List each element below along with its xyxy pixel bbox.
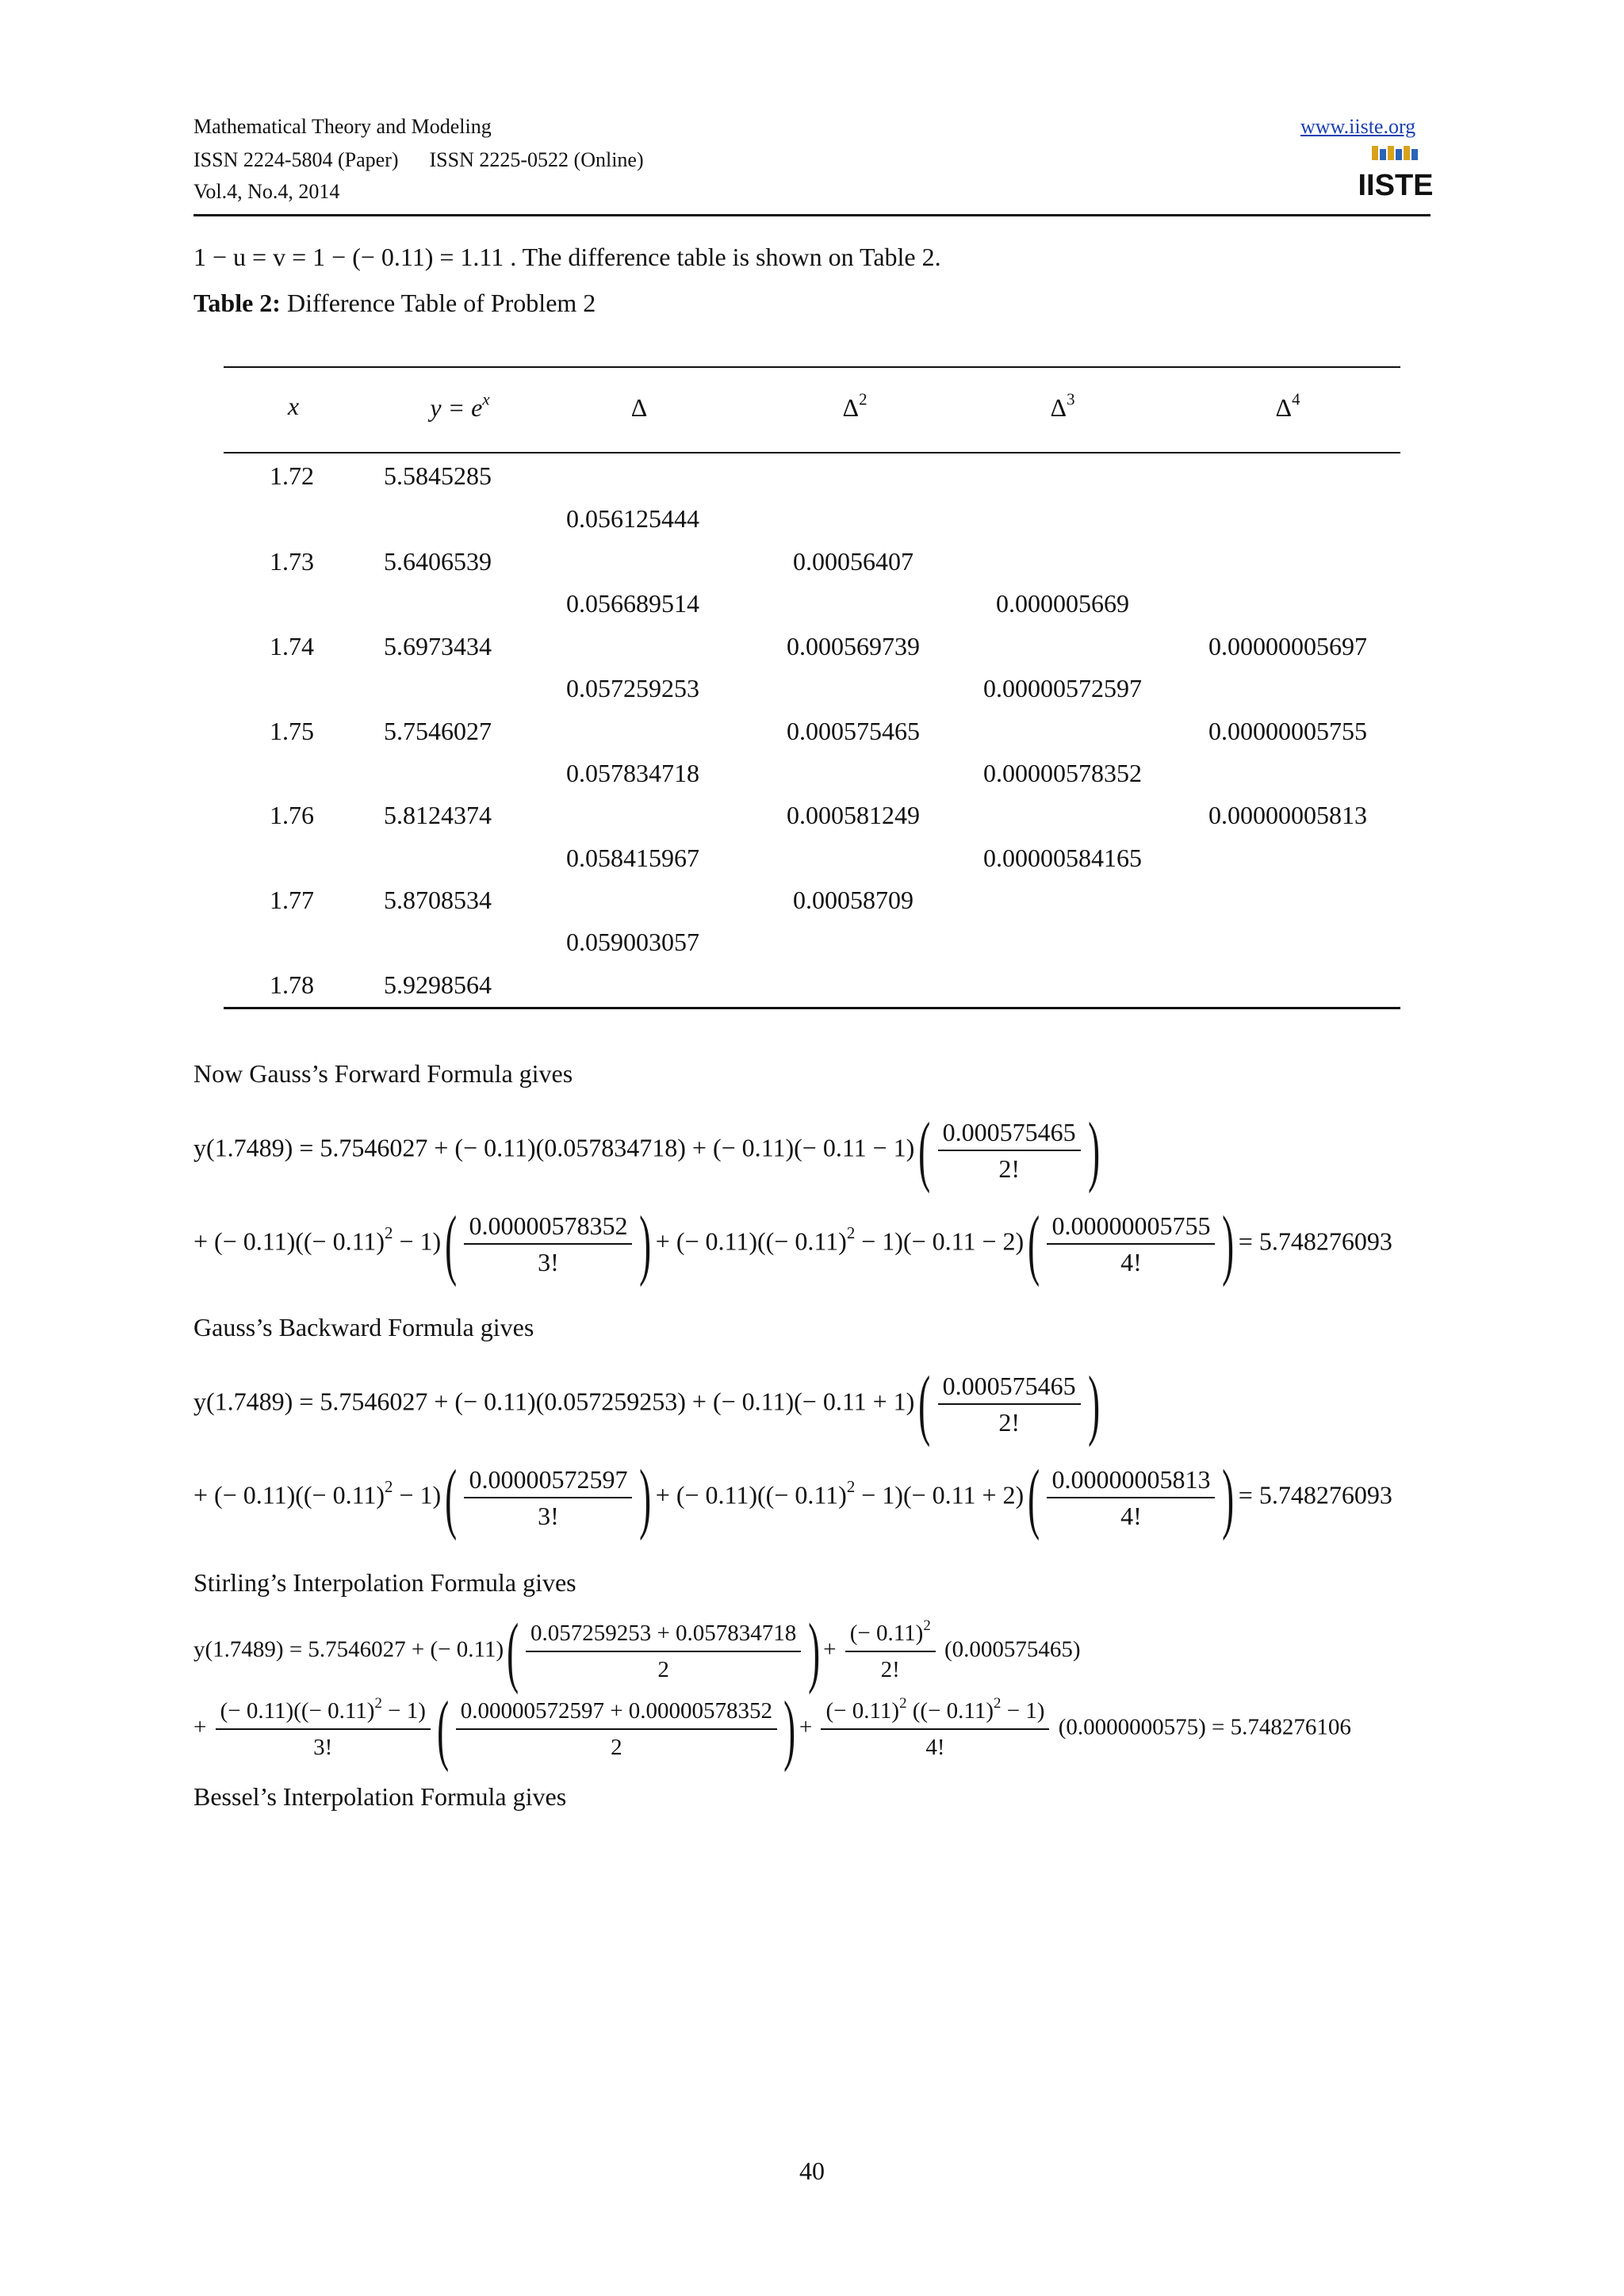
website-link[interactable]: www.iiste.org [1300,115,1416,138]
issn-line: ISSN 2224-5804 (Paper) ISSN 2225-0522 (Online) [193,148,644,171]
delta3-value: 0.000005669 [996,589,1129,618]
delta1-value: 0.057259253 [566,674,699,702]
fraction: $\frac{0.057259253 + 0.057834718}{2}$ [526,1617,801,1686]
svg-text:IISTE: IISTE [1358,169,1434,202]
table-header-rule [224,452,1400,453]
bessel-heading: Bessel’s Interpolation Formula gives [193,1782,567,1811]
delta1-value: 0.056125444 [566,504,699,533]
fraction: $\frac{0.00000572597}{3!}$ [464,1464,632,1532]
x-value: 1.72 [270,461,314,490]
x-value: 1.74 [270,632,314,660]
delta3-value: 0.00000584165 [983,844,1142,872]
delta1-value: 0.056689514 [566,589,699,618]
y-value: 5.6406539 [384,547,492,576]
table-top-rule [224,366,1400,368]
header-rule [193,214,1431,216]
header-delta1: Δ [630,393,648,422]
delta3-value: 0.00000572597 [983,674,1142,702]
delta2-value: 0.00056407 [793,547,914,576]
stirling-eq-line2: + $\frac{(- 0.11)((- 0.11)^2 - 1)}{3!}$ ( $\frac{0.00000572597 + 0.00000578352}{2}$ ) + $\frac{(- 0.11)^2 ((- 0.11)^2 - 1)}{4!}$ (0.0000000575) = 5.748276106 [193,1685,1351,1773]
y-value: 5.7546027 [384,717,492,745]
fraction: $\frac{0.00000578352}{3!}$ [464,1210,632,1278]
table-caption [193,289,596,318]
journal-title: Mathematical Theory and Modeling [193,115,492,138]
delta3-value: 0.00000578352 [983,759,1142,787]
delta4-value: 0.00000005813 [1208,801,1367,829]
header-delta2: $\Delta^2$ [842,390,868,422]
x-value: 1.75 [270,717,314,745]
fraction: $\frac{(- 0.11)((- 0.11)^2 - 1)}{3!}$ [216,1695,431,1763]
delta2-value: 0.000581249 [787,801,920,829]
fraction: $\frac{(- 0.11)^2}{2!}$ [845,1617,936,1686]
stirling-heading: Stirling’s Interpolation Formula gives [193,1568,576,1597]
x-value: 1.76 [270,801,314,829]
fraction: $\frac{0.00000572597 + 0.00000578352}{2}$ [456,1695,777,1763]
fraction: $\frac{0.000575465}{2!}$ [938,1116,1081,1184]
y-value: 5.8708534 [384,886,492,914]
fraction: $\frac{0.00000005813}{4!}$ [1047,1464,1215,1532]
fraction: $\frac{(- 0.11)^2 ((- 0.11)^2 - 1)}{4!}$ [821,1695,1049,1763]
y-value: 5.9298564 [384,970,492,999]
forward-heading: Now Gauss’s Forward Formula gives [193,1059,573,1088]
page-number: 40 [799,2156,825,2185]
delta4-value: 0.00000005755 [1208,717,1367,745]
x-value: 1.77 [270,886,314,914]
y-value: 5.6973434 [384,632,492,660]
delta4-value: 0.00000005697 [1208,632,1367,660]
x-value: 1.73 [270,547,314,576]
backward-eq-line2: + (− $0.11)((- 0.11)^2 - 1)$ ( $\frac{0.00000572597}{3!}$ ) + (− $0.11)((- 0.11)^2 - 1)(- 0.11 + 2)$ ( $\frac{0.00000005813}{4!}$ ) = 5.748276093 [193,1453,1392,1541]
table-caption-label: Table 2: [193,289,281,317]
volume-line: Vol.4, No.4, 2014 [193,180,340,203]
y-value: 5.5845285 [384,461,492,490]
fraction: $\frac{0.00000005755}{4!}$ [1047,1210,1215,1278]
header-delta4: $\Delta^4$ [1275,390,1300,422]
forward-eq-line1: y(1.7489) = 5.7546027 + (− 0.11)(0.057834718) + (− 0.11)(− 0.11 − 1) ( $\frac{0.000575465}{2!}$ ) [193,1106,1100,1194]
backward-eq-line1: y(1.7489) = 5.7546027 + (− 0.11)(0.057259253) + (− 0.11)(− 0.11 + 1) ( $\frac{0.000575465}{2!}$ ) [193,1360,1100,1448]
delta1-value: 0.058415967 [566,844,699,872]
delta2-value: 0.000575465 [787,717,920,745]
header-y: $y = e^x$ [430,390,490,422]
delta2-value: 0.00058709 [793,886,914,914]
x-value: 1.78 [270,970,314,999]
intro-line: 1 − u = v = 1 − (− 0.11) = 1.11 . The difference table is shown on Table 2. [193,243,941,271]
header-delta3: $\Delta^3$ [1050,390,1075,422]
fraction: $\frac{0.000575465}{2!}$ [938,1370,1081,1438]
iiste-logo [1358,144,1434,203]
table-bottom-rule [224,1007,1400,1009]
backward-heading: Gauss’s Backward Formula gives [193,1313,534,1341]
delta1-value: 0.059003057 [566,928,699,956]
header-x: x [287,392,300,420]
table-caption-text: Difference Table of Problem 2 [280,289,596,317]
stirling-eq-line1: y(1.7489) = 5.7546027 + (− 0.11) ( $\frac{0.057259253 + 0.057834718}{2}$ ) + $\frac{(- 0.11)^2}{2!}$ (0.000575465) [193,1607,1081,1695]
forward-eq-line2: + (− $0.11)((- 0.11)^2 - 1)$ ( $\frac{0.00000578352}{3!}$ ) + (− $0.11)((- 0.11)^2 - 1)(- 0.11 - 2)$ ( $\frac{0.00000005755}{4!}$ ) = 5.748276093 [193,1200,1392,1288]
y-value: 5.8124374 [384,801,492,829]
delta2-value: 0.000569739 [787,632,920,660]
delta1-value: 0.057834718 [566,759,699,787]
